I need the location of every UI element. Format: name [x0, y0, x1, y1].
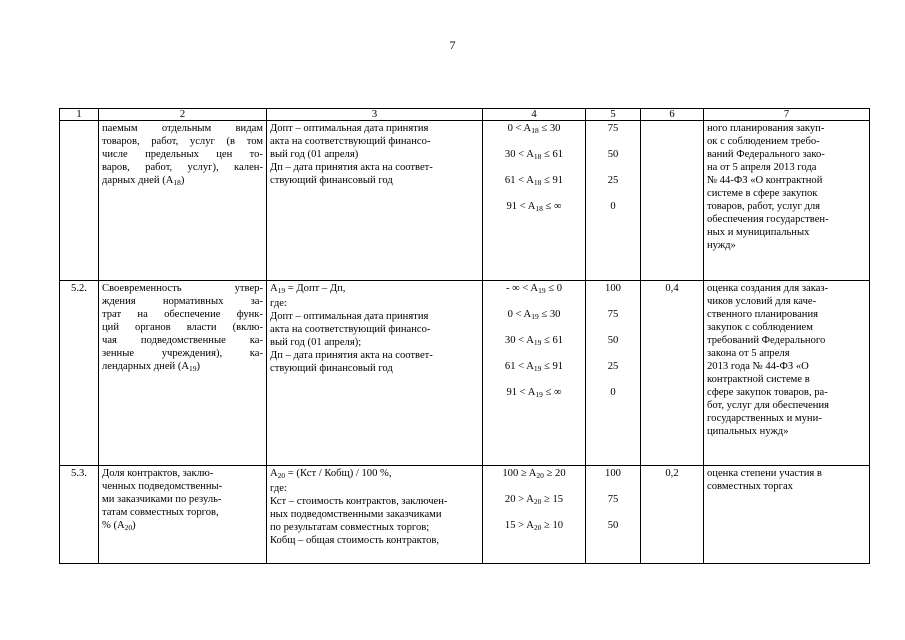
- text-part: лендарных дней (A: [102, 361, 190, 372]
- text-part: A: [270, 283, 278, 294]
- scale-line: [486, 148, 582, 174]
- score-value: 0: [610, 387, 616, 398]
- subscript: 18: [533, 178, 542, 187]
- text-part: ≥ 20: [543, 468, 566, 479]
- text-line: числе предельных цен то-: [102, 149, 263, 160]
- text-line: совместных торгах: [707, 481, 793, 492]
- subscript: 19: [189, 364, 197, 373]
- indicator-note: [704, 281, 870, 466]
- text-part: % (A: [102, 520, 125, 531]
- scale-line: [486, 386, 582, 412]
- text-line: ных подведомственными заказчиками: [270, 509, 442, 520]
- text-line: ждения нормативных за-: [102, 296, 263, 307]
- text-line: контрактной системе в: [707, 374, 810, 385]
- calculation-formula: [267, 281, 483, 466]
- text-part: ): [196, 361, 201, 372]
- scale-line: [486, 174, 582, 200]
- score-value: 25: [607, 175, 619, 186]
- subscript: 18: [535, 204, 543, 213]
- text-part: A: [270, 468, 278, 479]
- indicator-name: [99, 121, 267, 281]
- text-part: ): [180, 175, 185, 186]
- scale-values: [483, 281, 586, 466]
- score-value: 75: [607, 494, 619, 505]
- indicator-note: [704, 121, 870, 281]
- text-line: закупок с соблюдением: [707, 322, 813, 333]
- score-value: 100: [605, 283, 621, 294]
- text-line: акта на соответствующий финансо-: [270, 324, 431, 335]
- row-number: [60, 121, 99, 281]
- text-line: требований Федерального: [707, 335, 826, 346]
- text-line: обеспечения государствен-: [707, 214, 829, 225]
- text-part: 0 < A: [507, 309, 532, 320]
- subscript: 20: [536, 471, 544, 480]
- text-line: Кобщ – общая стоимость контрактов,: [270, 535, 440, 546]
- header-cell: 6: [641, 109, 704, 121]
- text-line: ципальных нужд»: [707, 426, 789, 437]
- text-line: где:: [270, 298, 287, 309]
- indicator-table: [59, 108, 870, 564]
- table-row: [60, 466, 870, 564]
- text-line: государственных и муни-: [707, 413, 822, 424]
- text-part: 30 < A: [504, 335, 534, 346]
- text-part: 15 > A: [504, 520, 534, 531]
- text-part: ≤ 0: [545, 283, 562, 294]
- text-part: 61 < A: [504, 175, 534, 186]
- text-line: зенные учреждения), ка-: [102, 348, 263, 359]
- text-line: ми заказчиками по резуль-: [102, 494, 222, 505]
- text-line: оценка степени участия в: [707, 468, 822, 479]
- header-cell: 2: [99, 109, 267, 121]
- score-values: [586, 121, 641, 281]
- text-part: 91 < A: [506, 201, 536, 212]
- subscript: 20: [533, 497, 542, 506]
- text-part: ≤ ∞: [542, 387, 562, 398]
- text-line: трат на обеспечение функ-: [102, 309, 263, 320]
- text-line: ственного планирования: [707, 309, 819, 320]
- text-part: - ∞ < A: [506, 283, 539, 294]
- subscript: 19: [531, 312, 539, 321]
- text-line: товаров, работ, услуг для: [707, 201, 821, 212]
- scale-line: [486, 122, 582, 148]
- score-value: 50: [607, 149, 619, 160]
- text-part: 30 < A: [504, 149, 534, 160]
- text-part: ≤ 30: [538, 123, 561, 134]
- text-line: паемым отдельным видам: [102, 123, 263, 134]
- row-number: 5.2.: [60, 281, 99, 466]
- text-line: Кст – стоимость контрактов, заключен-: [270, 496, 448, 507]
- text-line: варов, работ, услуг), кален-: [102, 162, 263, 173]
- header-cell: 7: [704, 109, 870, 121]
- formula-line: [270, 467, 479, 482]
- text-line: 2013 года № 44-ФЗ «О: [707, 361, 809, 372]
- score-value: 0: [610, 201, 616, 212]
- text-line: оценка создания для заказ-: [707, 283, 829, 294]
- row-number: 5.3.: [60, 466, 99, 564]
- text-line: ваний Федерального зако-: [707, 149, 825, 160]
- formula-line: [270, 282, 479, 297]
- text-part: ≤ 91: [541, 175, 564, 186]
- text-line: бот, услуг для обеспечения: [707, 400, 830, 411]
- score-value: 75: [607, 309, 619, 320]
- text-line: товаров, работ, услуг (в том: [102, 136, 263, 147]
- text-line: на от 5 апреля 2013 года: [707, 162, 817, 173]
- score-value: 50: [607, 520, 619, 531]
- calculation-formula: [267, 121, 483, 281]
- table-header-row: [60, 109, 870, 121]
- page-number: 7: [449, 38, 456, 52]
- text-part: 91 < A: [506, 387, 536, 398]
- text-line: закона от 5 апреля: [707, 348, 790, 359]
- text-part: 61 < A: [504, 361, 534, 372]
- text-line: Допт – оптимальная дата принятия: [270, 123, 429, 134]
- calculation-formula: [267, 466, 483, 564]
- text-line: вый год (01 апреля);: [270, 337, 362, 348]
- text-line: ного планирования закуп-: [707, 123, 825, 134]
- scale-line: [486, 282, 582, 308]
- text-line: системе в сфере закупок: [707, 188, 818, 199]
- scale-line: [486, 308, 582, 334]
- header-cell: 4: [483, 109, 586, 121]
- text-line: акта на соответствующий финансо-: [270, 136, 431, 147]
- text-line: чая подведомственные ка-: [102, 335, 263, 346]
- text-line: татам совместных торгов,: [102, 507, 219, 518]
- scale-values: [483, 121, 586, 281]
- text-part: ≥ 10: [541, 520, 564, 531]
- score-values: [586, 281, 641, 466]
- subscript: 19: [277, 286, 286, 295]
- indicator-name: [99, 466, 267, 564]
- weight-value: [641, 121, 704, 281]
- score-value: 75: [607, 123, 619, 134]
- subscript: 18: [533, 152, 542, 161]
- text-line: вый год (01 апреля): [270, 149, 359, 160]
- scale-line: [486, 334, 582, 360]
- text-line: нужд»: [707, 240, 736, 251]
- text-part: 100 ≥ A: [502, 468, 537, 479]
- scale-line: [486, 360, 582, 386]
- subscript: 19: [538, 286, 546, 295]
- text-line: Доля контрактов, заклю-: [102, 468, 214, 479]
- header-cell: 1: [60, 109, 99, 121]
- indicator-note: [704, 466, 870, 564]
- text-line: где:: [270, 483, 287, 494]
- text-line: [102, 360, 263, 375]
- subscript: 20: [124, 523, 133, 532]
- text-line: сфере закупок товаров, ра-: [707, 387, 828, 398]
- text-line: ок с соблюдением требо-: [707, 136, 820, 147]
- subscript: 19: [533, 338, 542, 347]
- text-part: ≤ ∞: [542, 201, 562, 212]
- header-cell: 3: [267, 109, 483, 121]
- text-line: Дп – дата принятия акта на соответ-: [270, 162, 433, 173]
- text-part: ≤ 91: [541, 361, 564, 372]
- subscript: 18: [173, 178, 181, 187]
- subscript: 18: [531, 126, 539, 135]
- text-line: ных и муниципальных: [707, 227, 810, 238]
- text-part: 20 > A: [504, 494, 534, 505]
- subscript: 19: [533, 364, 542, 373]
- text-part: = (Кст / Кобщ) / 100 %,: [285, 468, 392, 479]
- text-line: по результатам совместных торгов;: [270, 522, 430, 533]
- text-part: ≤ 30: [538, 309, 561, 320]
- text-line: ций органов власти (вклю-: [102, 322, 263, 333]
- text-part: ≤ 61: [541, 335, 564, 346]
- weight-value: 0,4: [641, 281, 704, 466]
- text-line: ствующий финансовый год: [270, 363, 393, 374]
- scale-line: [486, 493, 582, 519]
- text-line: Дп – дата принятия акта на соответ-: [270, 350, 433, 361]
- text-part: 0 < A: [507, 123, 532, 134]
- text-line: Своевременность утвер-: [102, 283, 263, 294]
- text-line: [102, 174, 263, 189]
- text-line: чиков условий для каче-: [707, 296, 817, 307]
- scale-line: [486, 519, 582, 545]
- scale-values: [483, 466, 586, 564]
- table-row: [60, 281, 870, 466]
- text-line: № 44-ФЗ «О контрактной: [707, 175, 823, 186]
- text-line: [102, 519, 263, 534]
- scale-line: [486, 200, 582, 226]
- text-line: ченных подведомственны-: [102, 481, 223, 492]
- weight-value: 0,2: [641, 466, 704, 564]
- score-value: 25: [607, 361, 619, 372]
- text-part: ≥ 15: [541, 494, 564, 505]
- table-row-continued: [60, 121, 870, 281]
- text-line: Допт – оптимальная дата принятия: [270, 311, 429, 322]
- score-value: 100: [605, 468, 621, 479]
- score-value: 50: [607, 335, 619, 346]
- subscript: 20: [277, 471, 286, 480]
- text-part: ): [132, 520, 136, 531]
- subscript: 19: [535, 390, 543, 399]
- score-values: [586, 466, 641, 564]
- text-part: дарных дней (A: [102, 175, 174, 186]
- indicator-name: [99, 281, 267, 466]
- text-part: = Допт – Дп,: [285, 283, 346, 294]
- scale-line: [486, 467, 582, 493]
- subscript: 20: [533, 523, 542, 532]
- text-line: ствующий финансовый год: [270, 175, 393, 186]
- header-cell: 5: [586, 109, 641, 121]
- text-part: ≤ 61: [541, 149, 564, 160]
